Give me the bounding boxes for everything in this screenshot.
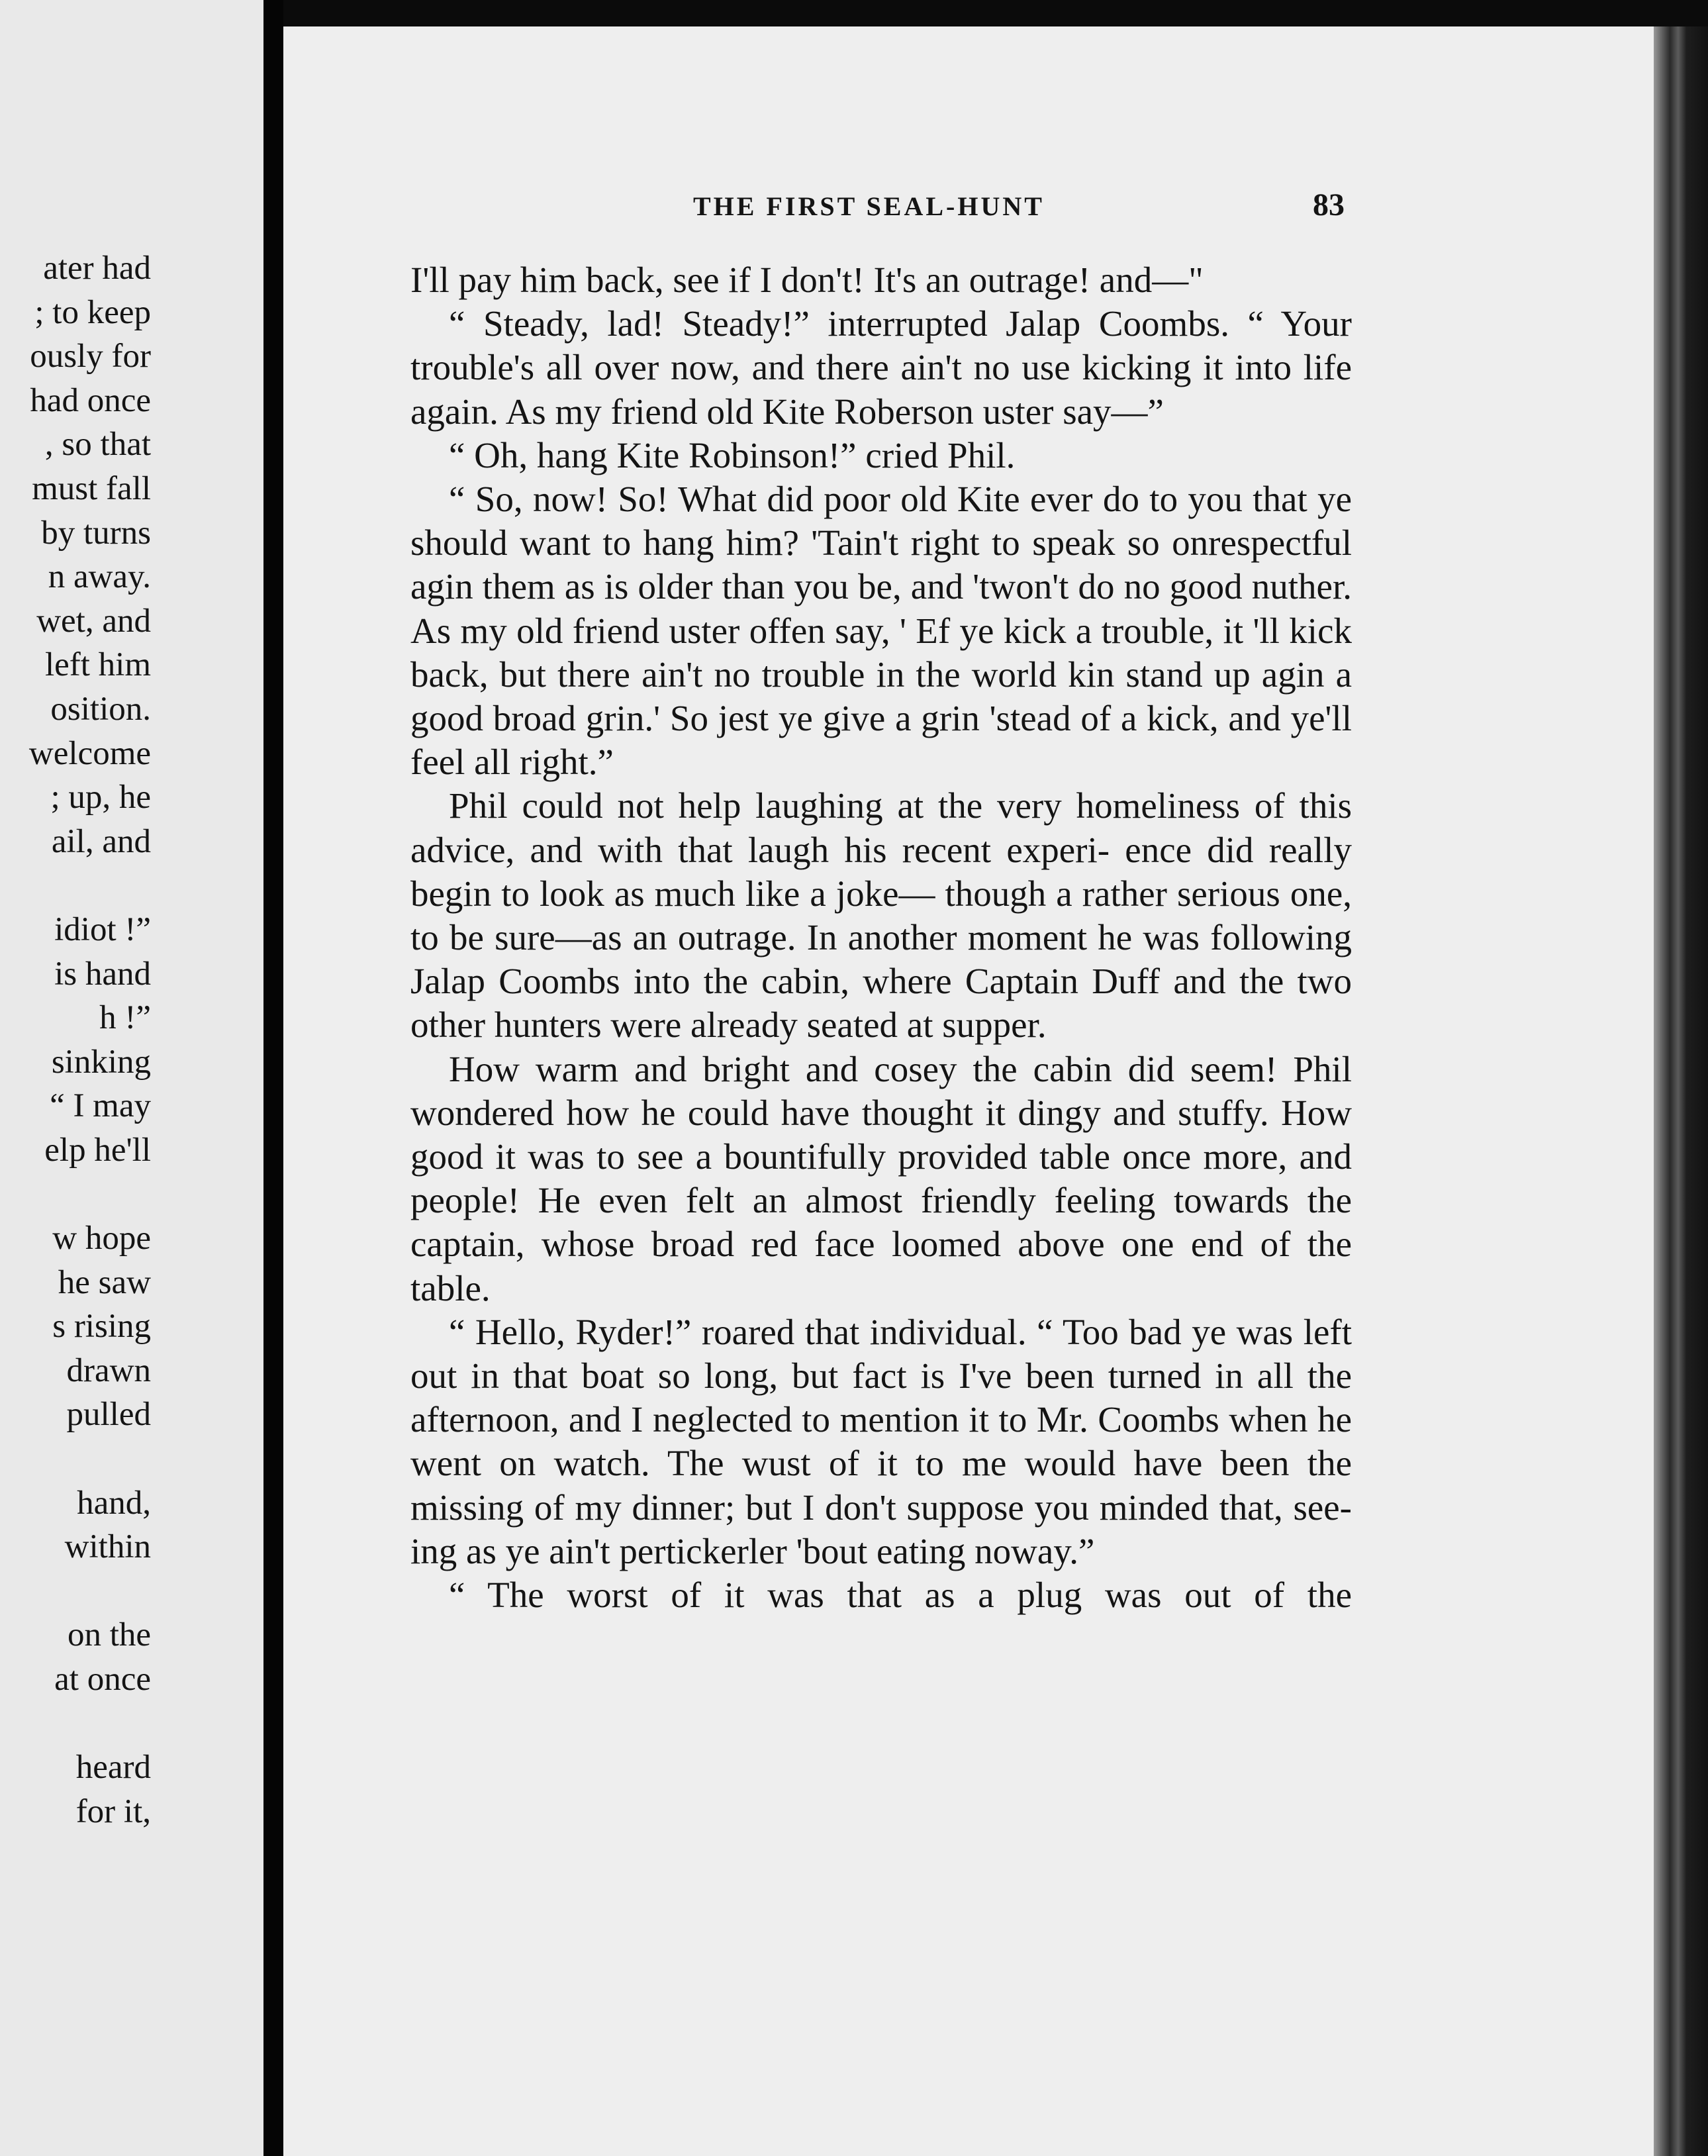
left-line: within [64,1528,151,1566]
left-line: osition. [50,690,151,728]
left-line: sinking [51,1043,151,1081]
left-line: ; up, he [50,779,151,816]
left-line: elp he'll [44,1131,151,1169]
left-line: w hope [52,1220,151,1257]
paragraph: “ The worst of it was that as a plug was out of the [449,1575,1352,1616]
left-line: h !” [99,999,151,1037]
left-line: , so that [44,426,151,464]
left-line: s rising [52,1308,151,1346]
left-line: drawn [66,1351,151,1389]
left-line: pulled [66,1396,151,1434]
left-line: at once [54,1661,151,1698]
left-line: welcome [28,734,151,772]
running-head: THE FIRST SEAL-HUNT [693,191,1045,221]
left-line: left him [44,646,151,684]
left-line: n away. [48,558,151,596]
book-gutter [263,0,283,2156]
left-line: on the [67,1616,151,1654]
left-line: idiot !” [54,910,151,948]
left-line: hand, [77,1484,151,1522]
paragraph: Phil could not help laughing at the very homeliness of this advice, and with that laugh his recent experi- ence did really begin to look as much like a joke— though a rather serious one, to be sure—as an outrage. In another moment he was following Jalap Coombs into the cabin, where Captain Duff and the two other hunters were already seated at supper. [410,785,1352,1046]
left-line: had once [30,381,151,419]
left-line: ously for [30,338,151,375]
left-page [0,0,263,2156]
page-edge-stack [1654,26,1708,2156]
page-number: 83 [1313,187,1345,222]
left-line: he saw [58,1263,151,1301]
left-line: wet, and [36,602,151,640]
left-line: must fall [32,469,151,507]
left-line: by turns [41,514,151,552]
body-text [410,258,1352,1617]
top-shadow [283,0,1708,26]
left-line: heard [75,1749,151,1787]
paragraph: “ Oh, hang Kite Robinson!” cried Phil. [449,434,1016,475]
paragraph: “ Steady, lad! Steady!” interrupted Jalap Coombs. “ Your trouble's all over now, and there ain't no use kicking it into life again. As my friend old Kite Roberson uster say—” [410,303,1352,432]
left-line: is hand [54,955,151,993]
left-line: ater had [43,250,151,287]
paragraph: “ So, now! So! What did poor old Kite ever do to you that ye should want to hang him? 'Tain't right to speak so onrespectful agin them as is older than you be, and 'twon't do no good nuther. As my old friend uster offen say, ' Ef ye kick a trouble, it 'll kick back, but there ain't no trouble in the world kin stand up agin a good broad grin.' So jest ye give a grin 'stead of a kick, and ye'll feel all right.” [410,479,1352,783]
left-line: “ I may [50,1087,151,1125]
left-page-text [0,246,151,1834]
paragraph: I'll pay him back, see if I don't! It's an outrage! and—" [410,260,1204,300]
left-line: for it, [75,1792,151,1830]
paragraph: “ Hello, Ryder!” roared that individual. “ Too bad ye was left out in that boat so long, but fact is I've been turned in all the afternoon, and I neglected to mention it to Mr. Coombs when he went on watch. The wust of it to me would have been the missing of my dinner; but I don't suppose you minded that, see- ing as ye ain't pertickerler 'bout eating noway.” [410,1311,1352,1571]
left-line: ail, and [51,822,151,860]
left-line: ; to keep [34,293,151,331]
paragraph: How warm and bright and cosey the cabin did seem! Phil wondered how he could have thought it dingy and stuffy. How good it was to see a bountifully provided table once more, and people! He even felt an almost friendly feeling towards the captain, whose broad red face loomed above one end of the table. [410,1048,1352,1308]
